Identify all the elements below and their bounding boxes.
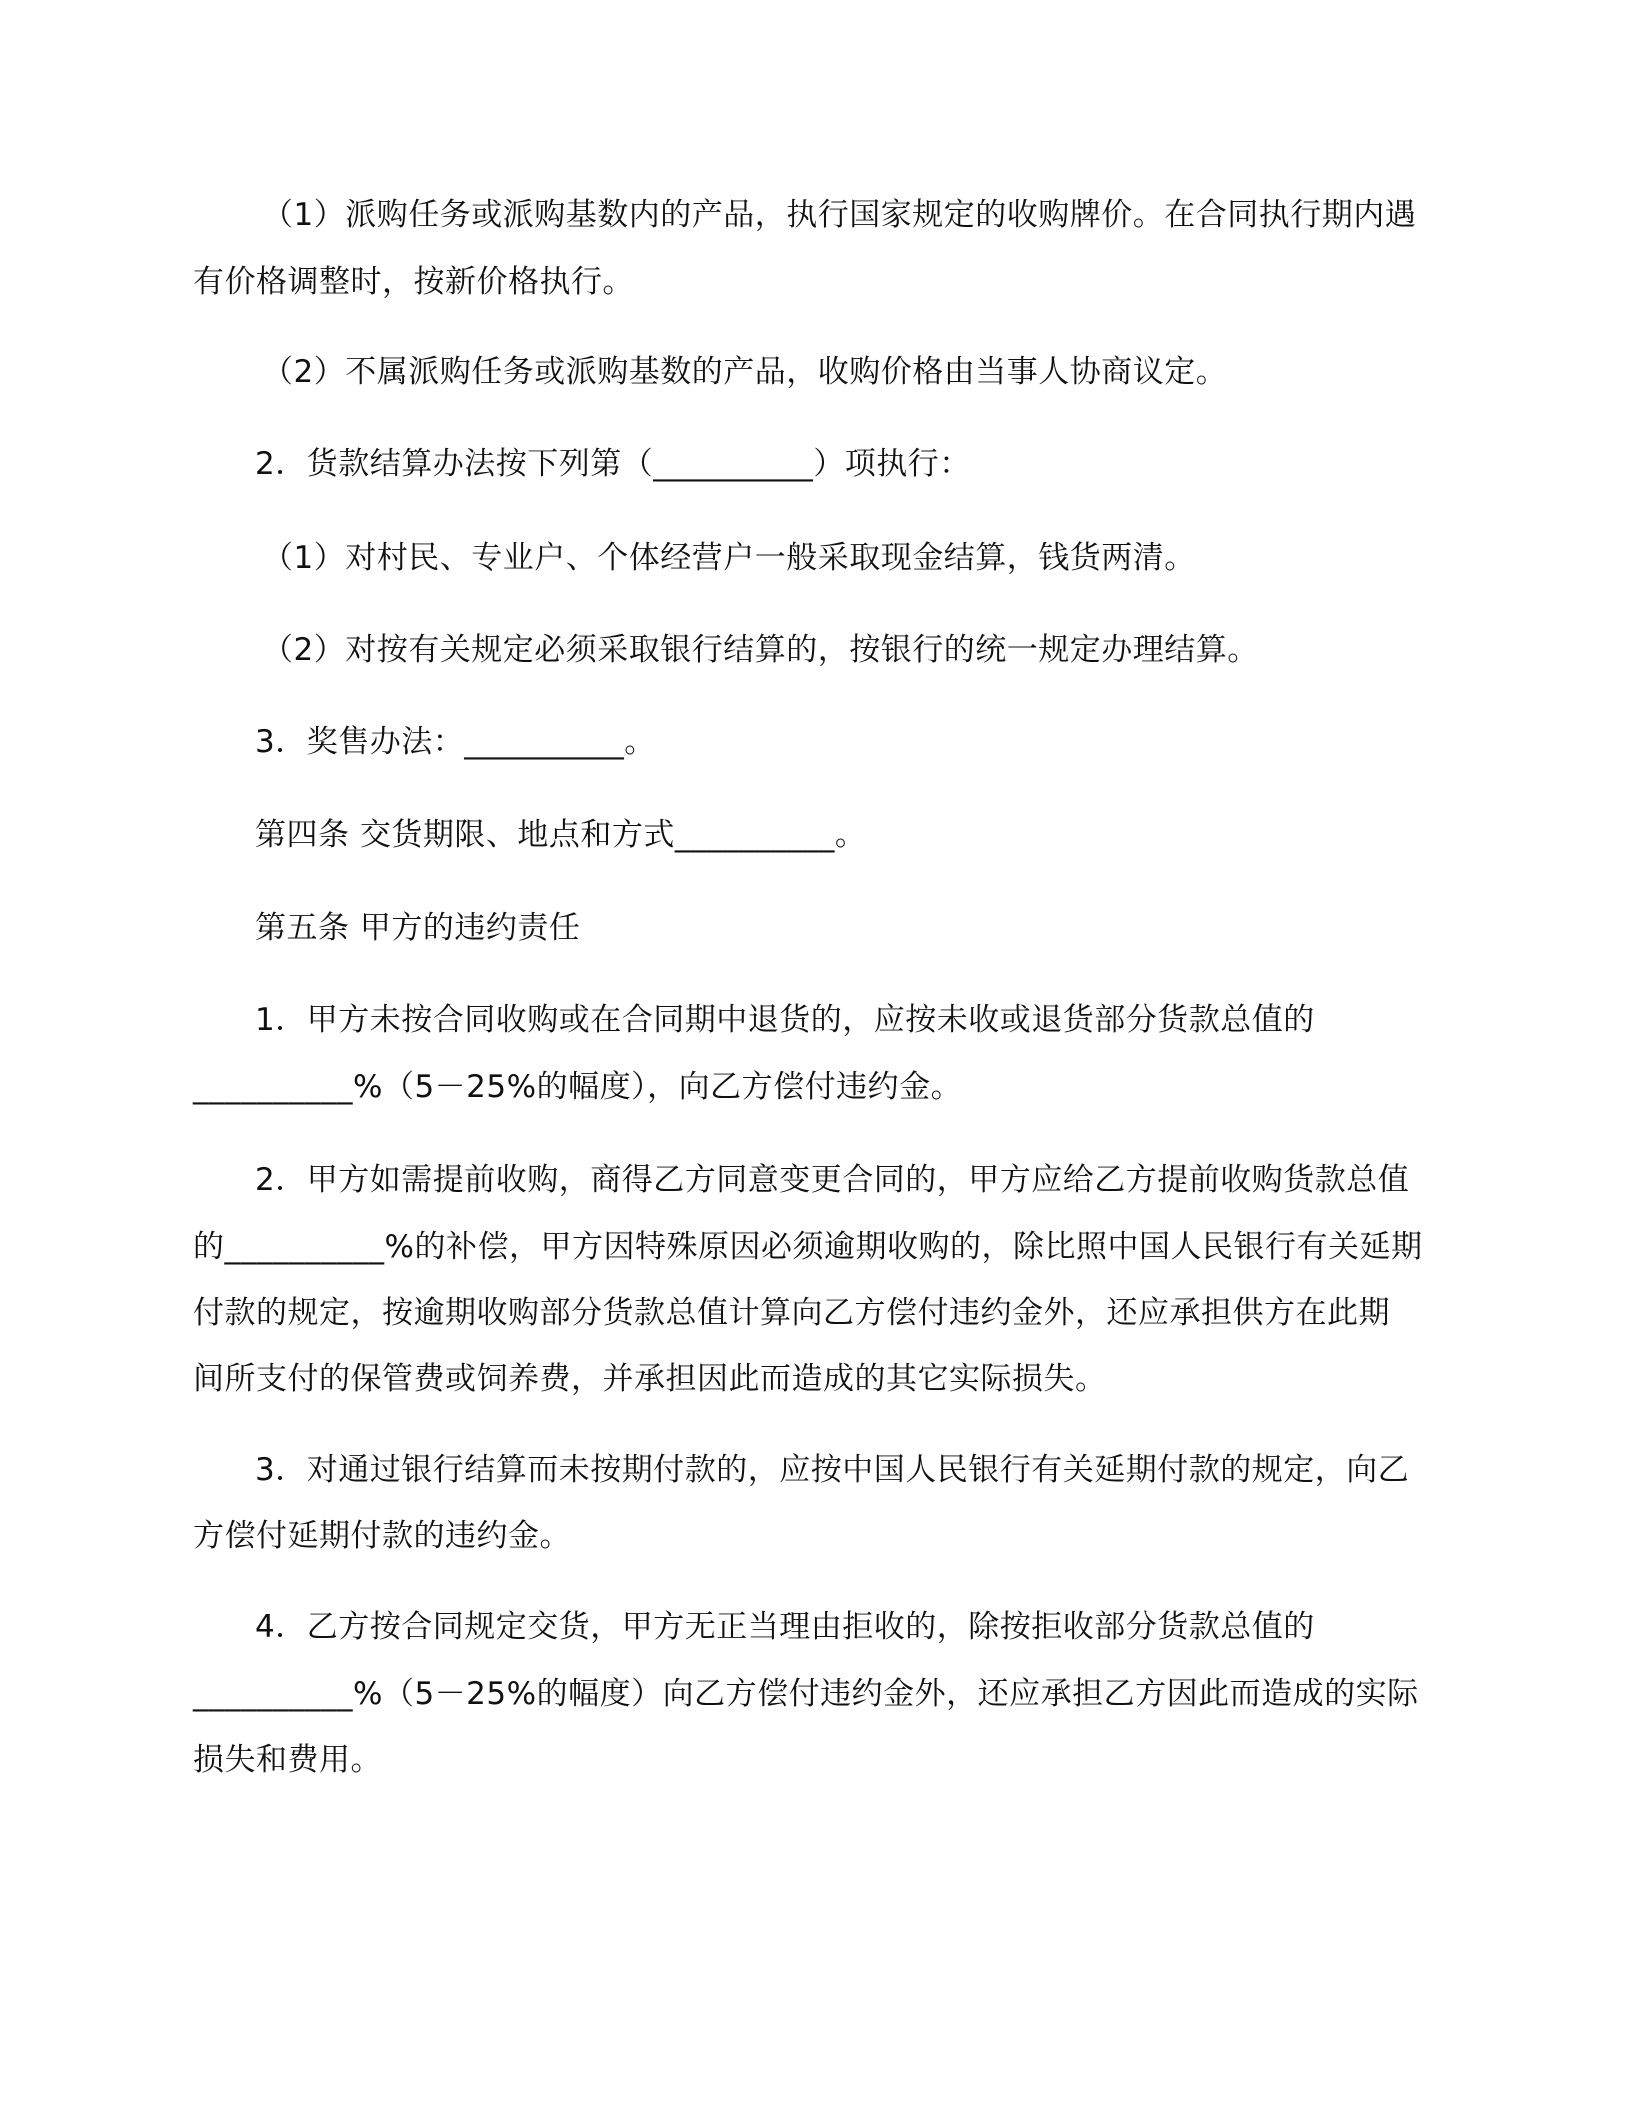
text-line: 间所支付的保管费或饲养费，并承担因此而造成的其它实际损失。 bbox=[193, 1361, 1107, 1397]
text-line: （1）派购任务或派购基数内的产品，执行国家规定的收购牌价。在合同执行期内遇 bbox=[262, 197, 1417, 233]
text-line: （1）对村民、专业户、个体经营户一般采取现金结算，钱货两清。 bbox=[262, 540, 1196, 576]
text-line: __________%（5－25%的幅度），向乙方偿付违约金。 bbox=[193, 1069, 963, 1105]
text-line: __________%（5－25%的幅度）向乙方偿付违约金外，还应承担乙方因此而造成的实际 bbox=[193, 1676, 1419, 1712]
text-line: 付款的规定，按逾期收购部分货款总值计算向乙方偿付违约金外，还应承担供方在此期 bbox=[193, 1295, 1390, 1331]
text-line: 3．奖售办法：__________。 bbox=[255, 724, 656, 760]
text-line: （2）对按有关规定必须采取银行结算的，按银行的统一规定办理结算。 bbox=[262, 632, 1259, 668]
text-line: 3．对通过银行结算而未按期付款的，应按中国人民银行有关延期付款的规定，向乙 bbox=[255, 1452, 1410, 1488]
text-line: 2．货款结算办法按下列第（__________）项执行： bbox=[255, 446, 971, 482]
text-line: 方偿付延期付款的违约金。 bbox=[193, 1518, 571, 1554]
text-line: 第四条 交货期限、地点和方式__________。 bbox=[255, 817, 867, 853]
text-line: 第五条 甲方的违约责任 bbox=[255, 910, 581, 946]
text-line: 有价格调整时，按新价格执行。 bbox=[193, 264, 634, 300]
text-line: （2）不属派购任务或派购基数的产品，收购价格由当事人协商议定。 bbox=[262, 354, 1228, 390]
text-line: 的__________%的补偿，甲方因特殊原因必须逾期收购的，除比照中国人民银行有关延期 bbox=[193, 1229, 1423, 1265]
text-line: 1．甲方未按合同收购或在合同期中退货的，应按未收或退货部分货款总值的 bbox=[255, 1002, 1315, 1038]
text-line: 2．甲方如需提前收购，商得乙方同意变更合同的，甲方应给乙方提前收购货款总值 bbox=[255, 1162, 1410, 1198]
text-line: 4．乙方按合同规定交货，甲方无正当理由拒收的，除按拒收部分货款总值的 bbox=[255, 1609, 1315, 1645]
text-line: 损失和费用。 bbox=[193, 1742, 382, 1778]
